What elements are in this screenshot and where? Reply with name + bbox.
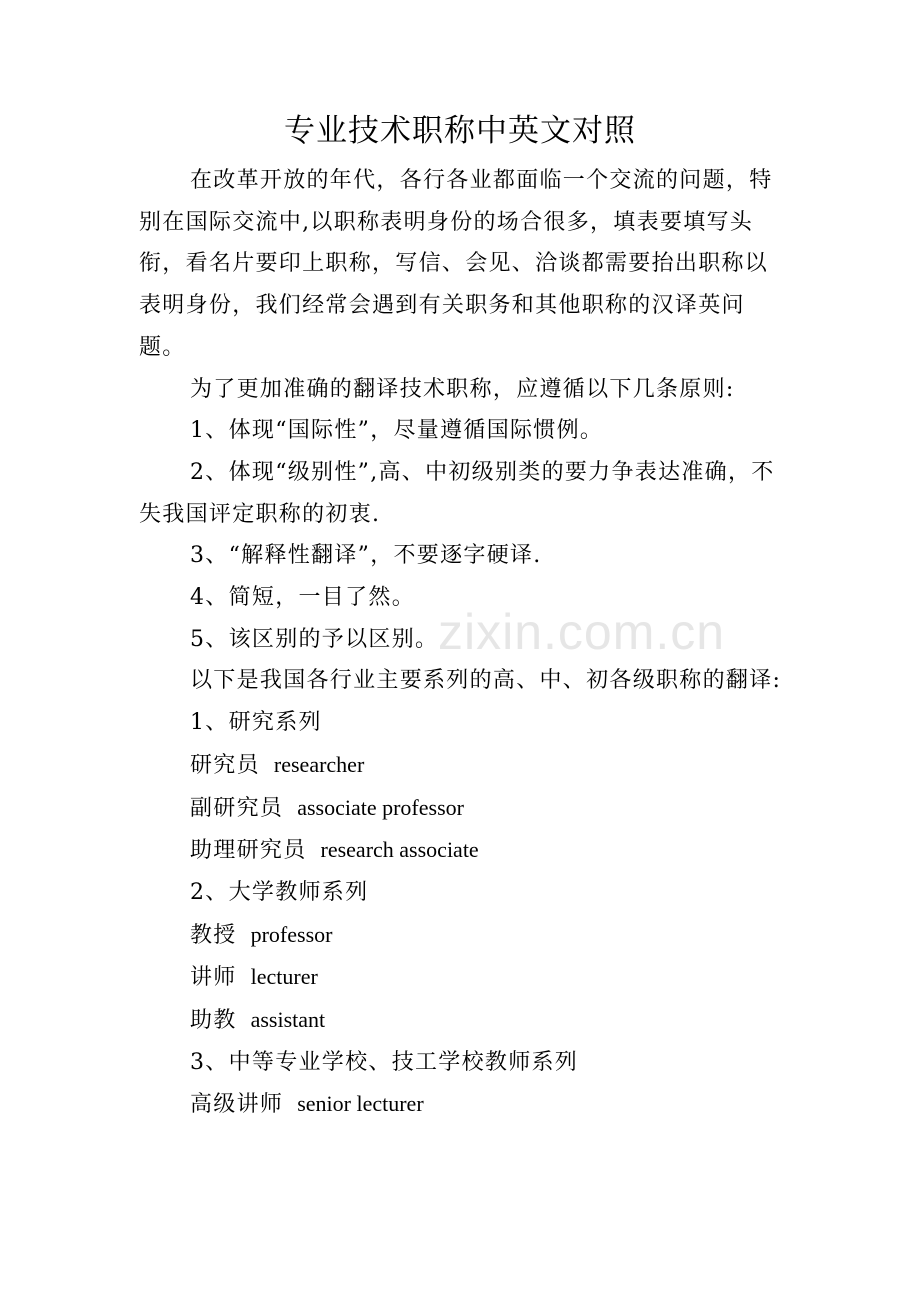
title-en: lecturer — [250, 964, 318, 990]
title-entry — [139, 787, 787, 830]
list-intro: 以下是我国各行业主要系列的高、中、初各级职称的翻译: — [190, 668, 782, 694]
series-heading: 3、中等专业学校、技工学校教师系列 — [190, 1049, 579, 1075]
title-entry — [139, 999, 787, 1042]
title-en: assistant — [250, 1007, 326, 1033]
title-entry — [139, 829, 787, 872]
title-zh: 高级讲师 — [190, 1092, 284, 1118]
watermark: zixin.com.cn — [438, 604, 726, 660]
title-en: professor — [250, 921, 333, 947]
title-entry — [139, 956, 787, 999]
title-zh: 助理研究员 — [190, 838, 307, 864]
principle-item: 4、简短，一目了然。 — [190, 585, 415, 611]
principle-item: 1、体现“国际性”，尽量遵循国际惯例。 — [190, 418, 604, 444]
title-zh: 研究员 — [190, 752, 260, 778]
title-en: associate professor — [297, 794, 464, 820]
title-zh: 副研究员 — [190, 795, 284, 821]
series-heading: 1、研究系列 — [190, 710, 322, 736]
title-zh: 助教 — [190, 1008, 237, 1034]
title-en: research associate — [320, 837, 479, 863]
title-entry — [139, 914, 787, 957]
title-entry — [139, 744, 787, 787]
document-title: 专业技术职称中英文对照 — [284, 113, 636, 149]
principles-intro: 为了更加准确的翻译技术职称，应遵循以下几条原则: — [190, 376, 735, 402]
document-body — [139, 160, 787, 1126]
principle-item: 5、该区别的予以区别。 — [190, 626, 439, 652]
title-entry — [139, 1083, 787, 1126]
title-en: senior lecturer — [297, 1091, 424, 1117]
title-en: researcher — [273, 751, 365, 777]
series-heading: 2、大学教师系列 — [190, 879, 369, 905]
intro-paragraph: 在改革开放的年代，各行各业都面临一个交流的问题，特别在国际交流中,以职称表明身份的场合很多，填表要填写头衔，看名片要印上职称，写信、会见、洽谈都需要抬出职称以表明身份，我们经常会遇到有关职务和其他职称的汉译英问题。 — [139, 168, 773, 360]
principle-item: 2、体现“级别性”,高、中初级别类的要力争表达准确，不失我国评定职称的初衷. — [139, 459, 775, 527]
title-zh: 教授 — [190, 922, 237, 948]
principle-item: 3、“解释性翻译”，不要逐字硬译. — [190, 543, 542, 569]
title-zh: 讲师 — [190, 965, 237, 991]
